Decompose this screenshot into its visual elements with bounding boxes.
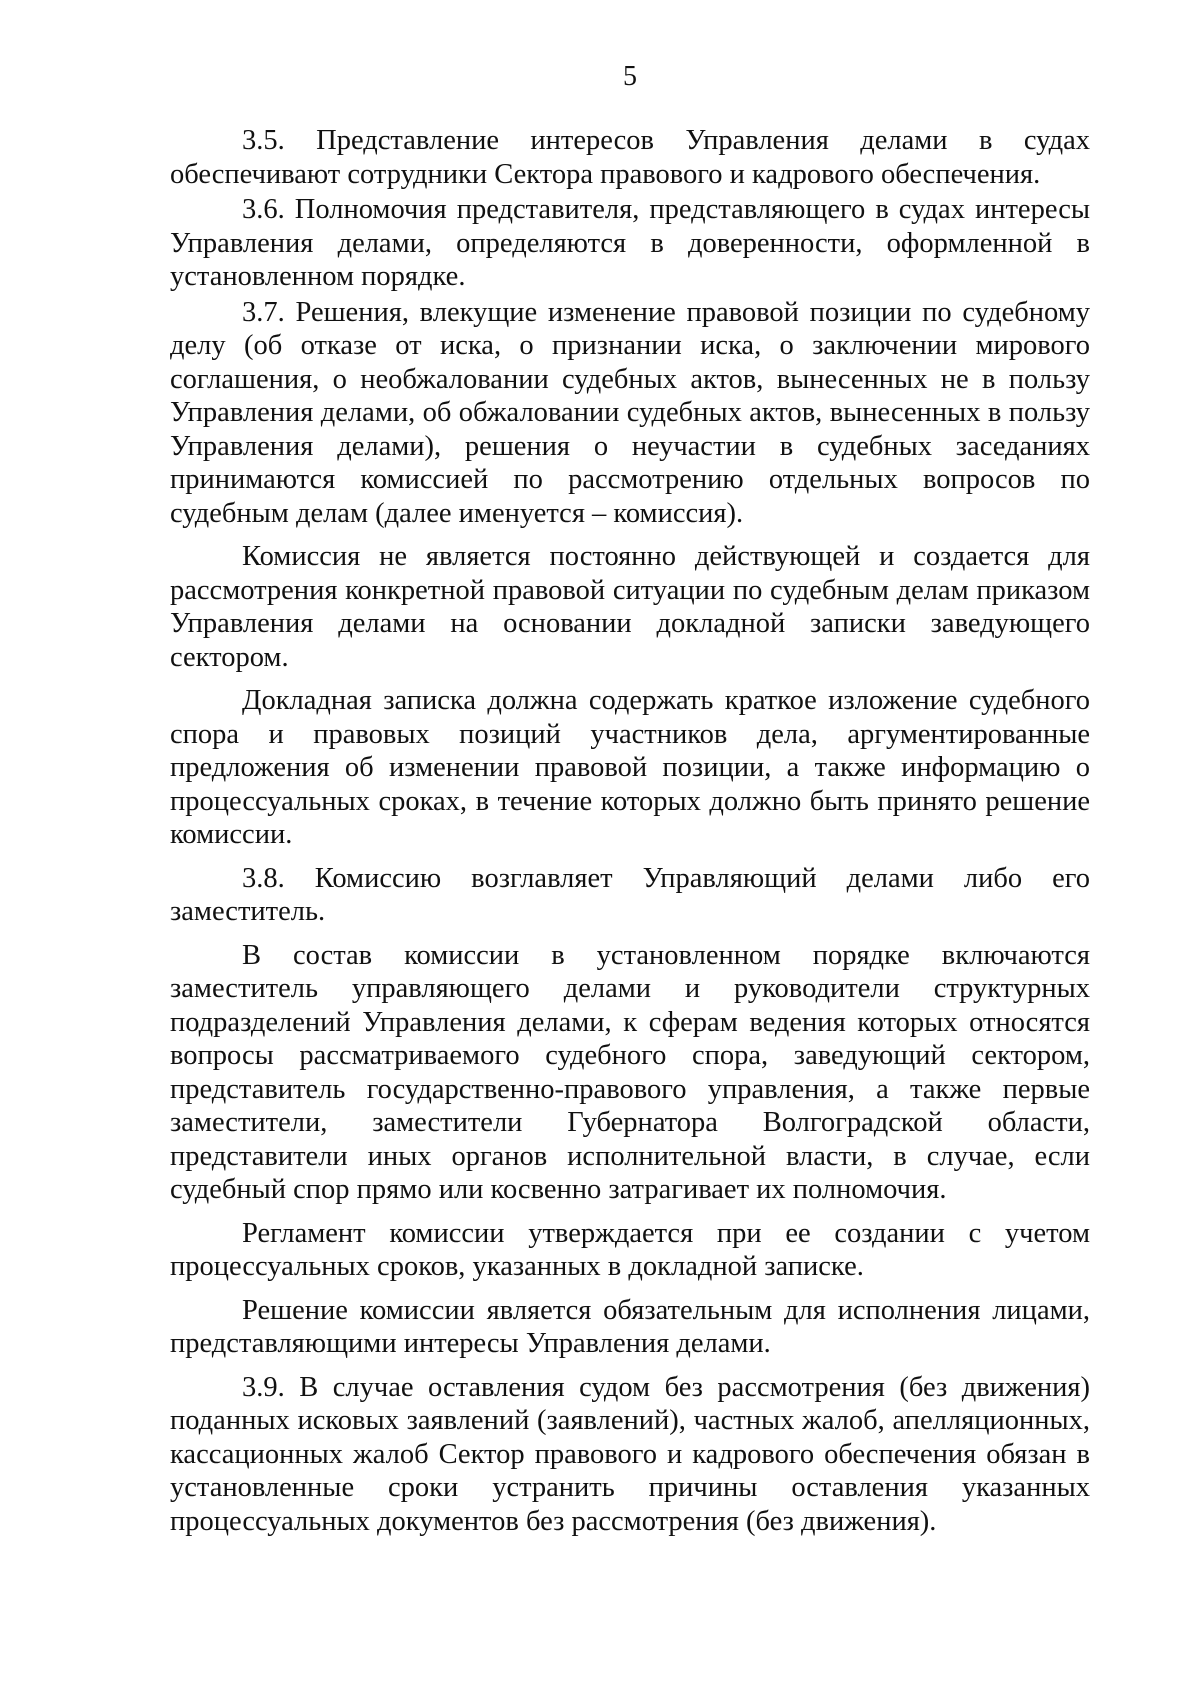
document-body: [170, 124, 1090, 1548]
paragraph-3-8: 3.8. Комиссию возглавляет Управляющий делами либо его заместитель.: [170, 862, 1090, 927]
paragraph-commission-regulation: Регламент комиссии утверждается при ее создании с учетом процессуальных сроков, указанных в докладной записке.: [170, 1217, 1090, 1282]
paragraph-report-note: Докладная записка должна содержать краткое изложение судебного спора и правовых позиций участников дела, аргументированные предложения об изменении правовой позиции, а также информацию о процессуальных сроках, в течение которых должно быть принято решение комиссии.: [170, 685, 1090, 850]
paragraph-3-6: 3.6. Полномочия представителя, представляющего в судах интересы Управления делами, определяются в доверенности, оформленной в установленном порядке.: [170, 194, 1090, 292]
page-number: 5: [623, 61, 637, 92]
paragraph-commission-composition: В состав комиссии в установленном порядке включаются заместитель управляющего делами и руководители структурных подразделений Управления делами, к сферам ведения которых относятся вопросы рассматриваемого судебного спора, заведующий сектором, представитель государственно-правового управления, а также первые заместители, заместители Губернатора Волгоградской области, представители иных органов исполнительной власти, в случае, если судебный спор прямо или косвенно затрагивает их полномочия.: [170, 939, 1090, 1205]
paragraph-3-5: 3.5. Представление интересов Управления делами в судах обеспечивают сотрудники Сектора правового и кадрового обеспечения.: [170, 125, 1090, 190]
paragraph-commission-decision: Решение комиссии является обязательным для исполнения лицами, представляющими интересы Управления делами.: [170, 1294, 1090, 1359]
paragraph-3-7: 3.7. Решения, влекущие изменение правовой позиции по судебному делу (об отказе от иска, о признании иска, о заключении мирового соглашения, о необжаловании судебных актов, вынесенных не в пользу Управления делами, об обжаловании судебных актов, вынесенных в пользу Управления делами), решения о неучастии в судебных заседаниях принимаются комиссией по рассмотрению отдельных вопросов по судебным делам (далее именуется – комиссия).: [170, 296, 1090, 529]
paragraph-3-9: 3.9. В случае оставления судом без рассмотрения (без движения) поданных исковых заявлений (заявлений), частных жалоб, апелляционных, кассационных жалоб Сектор правового и кадрового обеспечения обязан в установленные сроки устранить причины оставления указанных процессуальных документов без рассмотрения (без движения).: [170, 1371, 1090, 1537]
paragraph-commission-creation: Комиссия не является постоянно действующей и создается для рассмотрения конкретной правовой ситуации по судебным делам приказом Управления делами на основании докладной записки заведующего сектором.: [170, 541, 1090, 673]
